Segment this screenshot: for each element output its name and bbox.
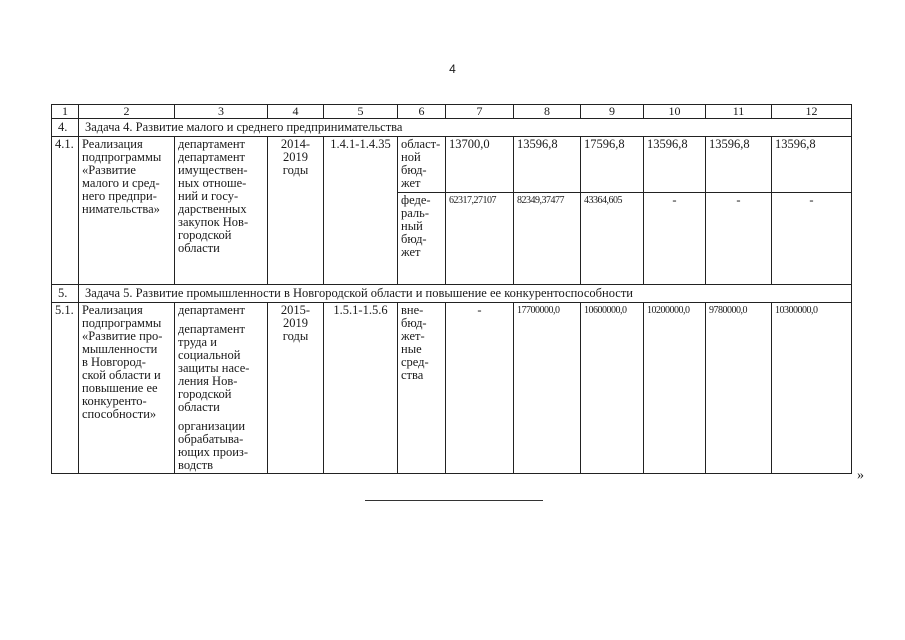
column-number: 4: [268, 105, 324, 119]
column-number: 12: [772, 105, 852, 119]
column-number: 11: [706, 105, 772, 119]
amount: 17596,8: [581, 137, 644, 193]
row-number: 5.1.: [52, 303, 79, 474]
column-number: 9: [581, 105, 644, 119]
amount: -: [446, 303, 514, 474]
period: 2014- 2019 годы: [268, 137, 324, 285]
column-number: 2: [79, 105, 175, 119]
amount: 62317,27107: [446, 193, 514, 285]
separator-line: [365, 500, 543, 501]
program-table: [51, 104, 852, 474]
page-number: 4: [449, 62, 456, 76]
amount: -: [772, 193, 852, 285]
column-number: 1: [52, 105, 79, 119]
task-5-row: [52, 285, 852, 303]
amount: 13596,8: [772, 137, 852, 193]
task-number: 5.: [52, 285, 79, 303]
column-number: 5: [324, 105, 398, 119]
amount: -: [644, 193, 706, 285]
funding-source: феде- раль- ный бюд- жет: [398, 193, 446, 285]
amount: 13596,8: [644, 137, 706, 193]
activity-name: Реализация подпрограммы «Развитие малого и сред- него предпри- нимательства»: [79, 137, 175, 285]
amount: -: [706, 193, 772, 285]
executor-cell: [175, 303, 268, 474]
task-title: Задача 5. Развитие промышленности в Новгородской области и повышение ее конкурентоспособности: [79, 285, 852, 303]
amount: 13596,8: [706, 137, 772, 193]
column-number: 7: [446, 105, 514, 119]
row-number: 4.1.: [52, 137, 79, 285]
closing-quote: »: [857, 468, 864, 483]
executor: департамент: [178, 303, 246, 317]
task-number: 4.: [52, 119, 79, 137]
task-4-row: [52, 119, 852, 137]
amount: 82349,37477: [514, 193, 581, 285]
column-number: 3: [175, 105, 268, 119]
amount: 10300000,0: [772, 303, 852, 474]
amount: 17700000,0: [514, 303, 581, 474]
executor: организации обрабатыва- ющих произ- водств: [178, 419, 249, 472]
amount: 10200000,0: [644, 303, 706, 474]
activity-name: Реализация подпрограммы «Развитие про- мышленности в Новгород- ской области и повышение ее конкуренто- способности»: [79, 303, 175, 474]
executor: департамент труда и социальной защиты насе- ления Нов- городской области: [178, 322, 250, 414]
amount: 9780000,0: [706, 303, 772, 474]
funding-source: област- ной бюд- жет: [398, 137, 446, 193]
column-number: 8: [514, 105, 581, 119]
amount: 13700,0: [446, 137, 514, 193]
funding-source: вне- бюд- жет- ные сред- ства: [398, 303, 446, 474]
target-indicators: 1.5.1-1.5.6: [324, 303, 398, 474]
table-row: [52, 137, 852, 193]
executor: департамент департамент имуществен- ных отноше- ний и госу- дарственных закупок Нов- городской области: [175, 137, 268, 285]
table-row: [52, 303, 852, 474]
period: 2015- 2019 годы: [268, 303, 324, 474]
amount: 10600000,0: [581, 303, 644, 474]
target-indicators: 1.4.1-1.4.35: [324, 137, 398, 285]
column-number: 6: [398, 105, 446, 119]
amount: 13596,8: [514, 137, 581, 193]
column-number: 10: [644, 105, 706, 119]
amount: 43364,605: [581, 193, 644, 285]
column-number-header: [52, 105, 852, 119]
task-title: Задача 4. Развитие малого и среднего предпринимательства: [79, 119, 852, 137]
